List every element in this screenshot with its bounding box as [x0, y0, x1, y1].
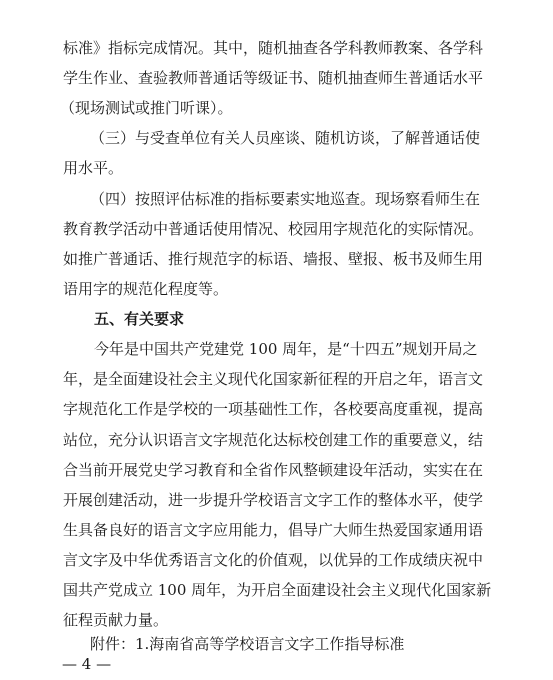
attachment-line: 附件：1.海南省高等学校语言文字工作指导标准 [90, 635, 405, 653]
text-line-15: 合当前开展党史学习教育和全省作风整顿建设年活动，实实在在 [63, 461, 484, 479]
text-line-12: 年，是全面建设社会主义现代化国家新征程的开启之年，语言文 [63, 370, 484, 388]
text-line-11: 今年是中国共产党建党 100 周年，是“十四五”规划开局之 [94, 340, 478, 358]
text-line-2: 学生作业、查验教师普通话等级证书、随机抽查师生普通话水平 [63, 69, 484, 87]
page-number: — 4 — [62, 655, 112, 673]
text-line-9: 语用字的规范化程度等。 [63, 280, 229, 298]
text-line-16: 开展创建活动，进一步提升学校语言文字工作的整体水平，使学 [63, 491, 484, 509]
text-line-17: 生具备良好的语言文字应用能力，倡导广大师生热爱国家通用语 [63, 521, 484, 539]
text-line-1: 标准》指标完成情况。其中，随机抽查各学科教师教案、各学科 [63, 39, 484, 57]
text-line-20: 征程贡献力量。 [63, 611, 169, 629]
text-line-13: 字规范化工作是学校的一项基础性工作，各校要高度重视，提高 [63, 400, 484, 418]
text-line-5: 用水平。 [63, 159, 124, 177]
section-heading: 五、有关要求 [94, 310, 185, 328]
text-line-18: 言文字及中华优秀语言文化的价值观，以优异的工作成绩庆祝中 [63, 551, 484, 569]
text-line-7: 教育教学活动中普通话使用情况、校园用字规范化的实际情况。 [63, 220, 484, 238]
text-line-4: （三）与受查单位有关人员座谈、随机访谈，了解普通话使 [90, 129, 481, 147]
text-line-3: （现场测试或推门听课）。 [60, 99, 233, 117]
text-line-6: （四）按照评估标准的指标要素实地巡查。现场察看师生在 [90, 190, 481, 208]
text-line-8: 如推广普通话、推行规范字的标语、墙报、壁报、板书及师生用 [63, 250, 484, 268]
text-line-19: 国共产党成立 100 周年，为开启全面建设社会主义现代化国家新 [63, 581, 492, 599]
text-line-14: 站位，充分认识语言文字规范化达标校创建工作的重要意义，结 [63, 431, 484, 449]
